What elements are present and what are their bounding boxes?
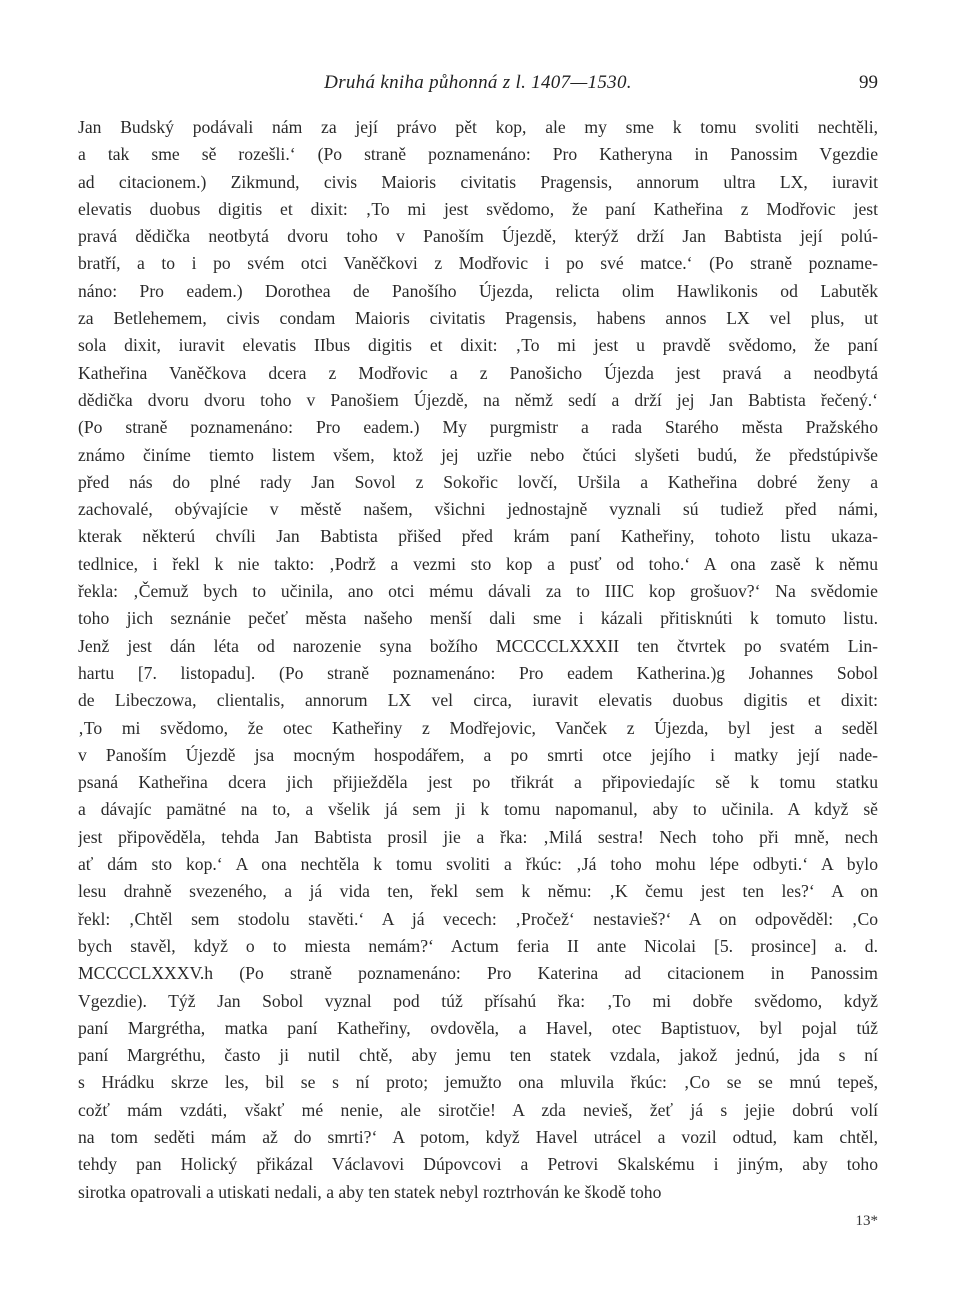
text-line: elevatis duobus digitis et dixit: ‚To mi jest svědomo, že paní Katheřina z Modřovic jest <box>78 198 878 219</box>
text-line: kterak některú chvíli Jan Babtista přišed před krám paní Katheřiny, tohoto listu ukaza- <box>78 526 878 547</box>
text-line: Jenž jest dán léta od narozenie syna božího MCCCCLXXXII ten čtvrtek po svatém Lin- <box>78 635 878 656</box>
text-line: Katheřina Vaněčkova dcera z Modřovic a z Panošicho Újezda jest pravá a neodbytá <box>78 362 878 383</box>
page-header <box>78 72 878 102</box>
text-line: lesu drahně svezeného, a já vida ten, řekl sem k němu: ‚K čemu jest ten les?‘ A on <box>78 881 878 902</box>
text-line: Jan Budský podávali nám za její právo pět kop, ale my sme k tomu svoliti nechtěli, <box>78 117 878 137</box>
text-line: na tom seděti mám až do smrti?‘ A potom, když Havel utrácel a vozil odtud, kam chtěl, <box>78 1126 878 1147</box>
text-line: zachovalé, obývajície v městě našem, všichni jednostajně vyznali sú tudiež před námi, <box>78 499 878 520</box>
running-title: Druhá kniha půhonná z l. 1407—1530. <box>324 72 632 93</box>
text-line: tehdy pan Holický přikázal Václavovi Dúpovcovi a Petrovi Skalskému i jiným, aby toho <box>78 1154 878 1175</box>
text-line: paní Margréthu, často ji nutil chtě, aby jemu ten statek vzdala, jakož jednú, jda s ní <box>78 1045 878 1066</box>
text-line: za Betlehemem, civis condam Maioris civitatis Pragensis, habens annos LX vel plus, ut <box>78 308 878 329</box>
text-line: ať dám sto kop.‘ A ona nechtěla k tomu svoliti a řkúc: ‚Já toho mohu lépe odbyti.‘ A bylo <box>78 854 878 875</box>
text-line: psaná Katheřina dcera jich přijiežděla jest po třikrát a připoviedajíc sě k tomu statku <box>78 772 878 793</box>
text-line: Vgezdie). Týž Jan Sobol vyznal pod túž přísahú řka: ‚To mi dobře svědomo, když <box>78 990 878 1011</box>
signature-mark: 13* <box>855 1213 878 1229</box>
text-line: cožť mám vzdáti, všakť mé nenie, ale sirotčie! A zda nevieš, žeť já s jejie dobrú volí <box>78 1099 878 1120</box>
text-line: bratří, a to i po svém otci Vaněčkovi z Modřovic i po své matce.‘ (Po straně poznamе- <box>78 253 878 274</box>
text-line: MCCCCLXXXV.h (Po straně poznamenáno: Pro Katerina ad citacionem in Panossim <box>78 963 878 984</box>
text-line: ‚To mi svědomo, že otec Katheřiny z Modřejovic, Vanček z Újezda, byl jest a seděl <box>78 717 878 738</box>
text-line: sirotka opatrovali a utiskati nedali, a aby ten statek nebyl roztrhován ke škodě toho <box>78 1181 662 1202</box>
text-line: a tak sme sě rozešli.‘ (Po straně poznamenáno: Pro Katheryna in Panossim Vgezdie <box>78 144 878 165</box>
text-line: náno: Pro eadem.) Dorothea de Panošího Újezda, relicta olim Hawlikonis od Labutěk <box>78 280 878 301</box>
text-line: řekl: ‚Chtěl sem stodolu stavěti.‘ A já vecech: ‚Pročež‘ nestavieš?‘ A on odpověděl: ‚Co <box>78 908 878 929</box>
text-line: známo činíme tiemto listem všem, ktož jej uzřie nebo čtúci slyšeti budú, že předstúpivše <box>78 444 878 465</box>
text-line: pravá dědička neotbytá dvoru toho v Panoším Újezdě, kterýž drží Jan Babtista její polú- <box>78 226 878 247</box>
body-text <box>78 114 878 1206</box>
text-line: tedlnice, i řekl k nie takto: ‚Podrž a vezmi sto kop a pusť od toho.‘ A ona zasě k němu <box>78 553 878 574</box>
text-line: a dávajíc pamätné na to, a všelik já sem ji k tomu napomanul, aby to učinila. A když sě <box>78 799 878 820</box>
page-footer <box>856 1212 879 1230</box>
text-line: sola dixit, iuravit elevatis IIbus digitis et dixit: ‚To mi jest u pravdě svědomo, že paní <box>78 335 878 356</box>
text-line: jest připověděla, tehda Jan Babtista prosil jie a řka: ‚Milá sestra! Nech toho při mně, nech <box>78 826 878 847</box>
text-line: toho jich seznánie pečeť města našeho menší dali sme i kázali přitisknúti k tomuto listu. <box>78 608 878 629</box>
text-line: hartu [7. listopadu]. (Po straně poznamenáno: Pro eadem Katherina.)g Johannes Sobol <box>78 662 878 683</box>
text-line: s Hrádku skrze les, bil se s ní proto; jemužto ona mluvila řkúc: ‚Co se se mnú tepeš, <box>78 1072 878 1093</box>
text-line: řekla: ‚Čemuž bych to učinila, ano otci mému dávali za to IIIC kop grošuov?‘ Na svědomie <box>78 581 878 602</box>
text-line: před nás do plné rady Jan Sovol z Sokořic lovčí, Uršila a Katheřina dobré ženy a <box>78 471 878 492</box>
text-line: v Panoším Újezdě jsa mocným hospodářem, a po smrti otce jejího i matky její nade- <box>78 744 878 765</box>
text-line: bych stavěl, když o to miesta nemám?‘ Actum feria II ante Nicolai [5. prosince] a. d. <box>78 935 878 956</box>
text-line: ad citacionem.) Zikmund, civis Maioris civitatis Pragensis, annorum ultra LX, iuravit <box>78 171 878 192</box>
text-line: de Libeczowa, clientalis, annorum LX vel circa, iuravit elevatis duobus digitis et dixit: <box>78 690 878 711</box>
text-line: paní Margrétha, matka paní Katheřiny, ovdověla, a Havel, otec Baptistuov, byl pojal túž <box>78 1017 878 1038</box>
text-line: dědička dvoru dvoru toho v Panošiem Újezdě, na němž sedí a drží jej Jan Babtista řečený.‘ <box>78 389 878 410</box>
page-number: 99 <box>859 72 878 93</box>
text-line: (Po straně poznamenáno: Pro eadem.) My purgmistr a rada Starého města Pražského <box>78 417 878 438</box>
